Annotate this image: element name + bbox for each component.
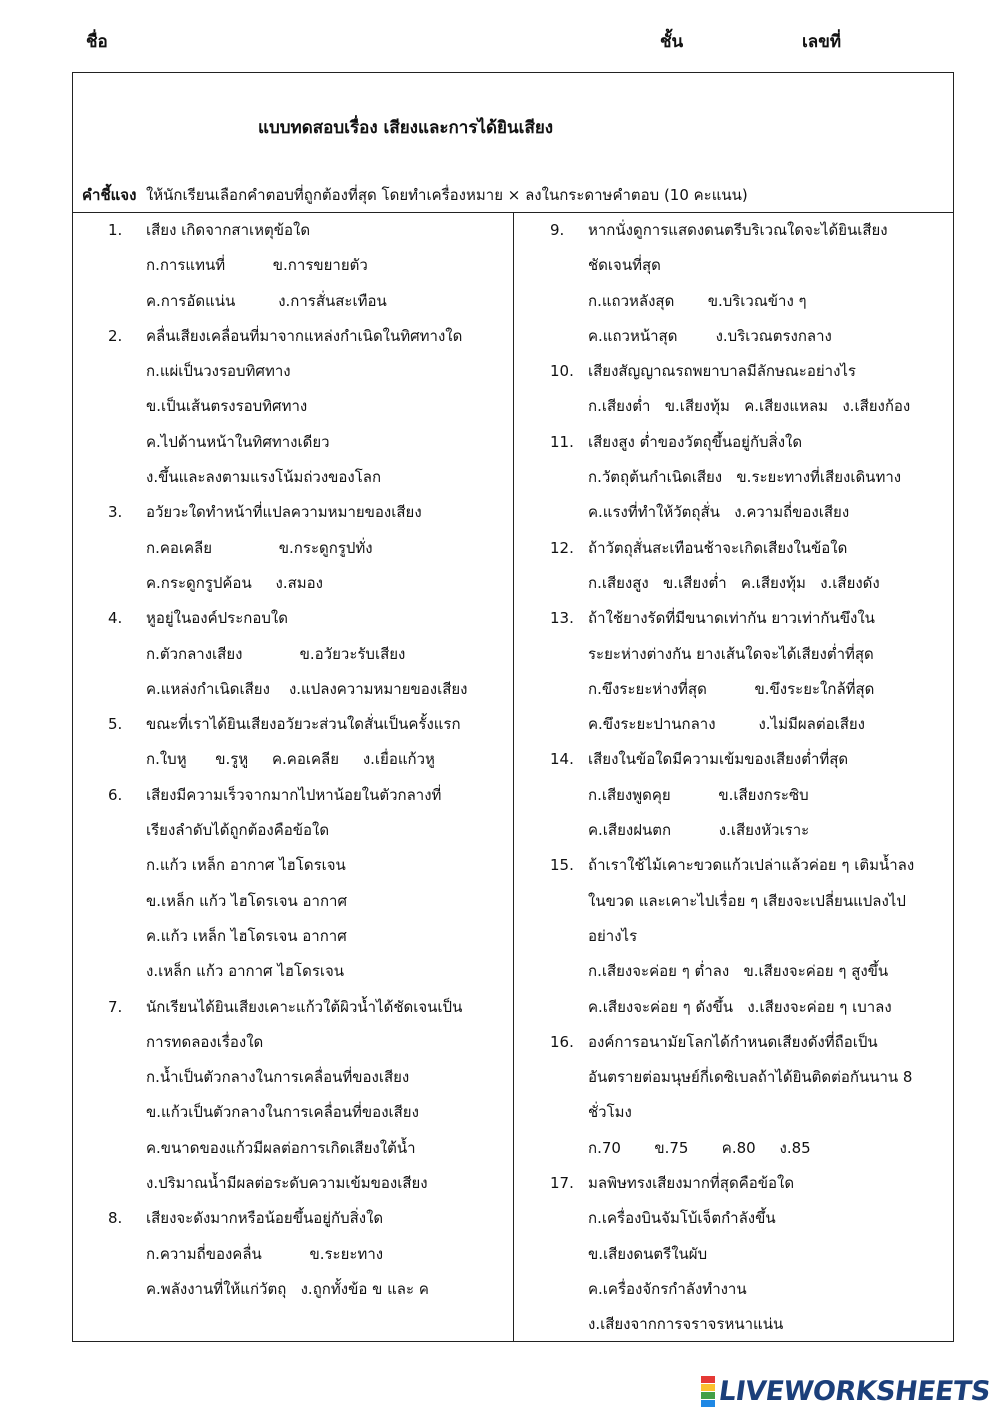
question-number: 13. bbox=[550, 609, 574, 628]
option-text: ก.ใบหู ข.รูหู ค.คอเคลีย ง.เยื่อแก้วหู bbox=[146, 750, 435, 769]
option-text: ชั่วโมง bbox=[588, 1103, 632, 1122]
option-text: ง.ปริมาณน้ำมีผลต่อระดับความเข้มของเสียง bbox=[146, 1174, 428, 1193]
question-line bbox=[108, 322, 508, 357]
option-text: ง.เหล็ก แก้ว อากาศ ไฮโดรเจน bbox=[146, 962, 345, 981]
instructions-label: คำชี้แจง bbox=[82, 186, 137, 204]
question-text: ถ้าใช้ยางรัดที่มีขนาดเท่ากัน ยาวเท่ากันขึงใน bbox=[588, 609, 875, 628]
option-text: ก.ความถี่ของคลื่น ข.ระยะทาง bbox=[146, 1244, 384, 1263]
option-line bbox=[550, 1275, 950, 1310]
option-line bbox=[108, 675, 508, 710]
question-number: 11. bbox=[550, 432, 574, 451]
option-text: ค.เสียงจะค่อย ๆ ดังขึ้น ง.เสียงจะค่อย ๆ เบาลง bbox=[588, 997, 892, 1016]
question-number: 15. bbox=[550, 856, 574, 875]
question-text: ขณะที่เราได้ยินเสียงอวัยวะส่วนใดสั่นเป็นครั้งแรก bbox=[146, 715, 461, 734]
option-text: ก.น้ำเป็นตัวกลางในการเคลื่อนที่ของเสียง bbox=[146, 1068, 410, 1087]
option-line bbox=[108, 922, 508, 957]
question-number: 14. bbox=[550, 750, 574, 769]
question-text: มลพิษทรงเสียงมากที่สุดคือข้อใด bbox=[588, 1174, 795, 1193]
question-line bbox=[108, 498, 508, 533]
option-line bbox=[550, 1134, 950, 1169]
question-number: 6. bbox=[108, 785, 123, 804]
option-text: ค.ไปด้านหน้าในทิศทางเดียว bbox=[146, 432, 330, 451]
option-line bbox=[108, 357, 508, 392]
option-line bbox=[108, 1098, 508, 1133]
option-line bbox=[550, 922, 950, 957]
question-number: 4. bbox=[108, 609, 123, 628]
question-number: 16. bbox=[550, 1032, 574, 1051]
option-text: ง.ขึ้นและลงตามแรงโน้มถ่วงของโลก bbox=[146, 468, 382, 487]
question-text: หูอยู่ในองค์ประกอบใด bbox=[146, 609, 288, 628]
option-text: ก.คอเคลีย ข.กระดูกรูปทั่ง bbox=[146, 538, 373, 557]
option-line bbox=[108, 534, 508, 569]
question-line bbox=[550, 534, 950, 569]
option-text: ก.แก้ว เหล็ก อากาศ ไฮโดรเจน bbox=[146, 856, 346, 875]
option-line bbox=[108, 428, 508, 463]
question-line bbox=[550, 745, 950, 780]
logo-mark-block bbox=[701, 1392, 715, 1399]
number-label: เลขที่ bbox=[802, 32, 842, 52]
question-line bbox=[108, 1204, 508, 1239]
question-line bbox=[108, 216, 508, 251]
class-label: ชั้น bbox=[660, 32, 684, 52]
option-line bbox=[550, 675, 950, 710]
option-text: ก.ขึงระยะห่างที่สุด ข.ขึงระยะใกล้ที่สุด bbox=[588, 679, 875, 698]
name-label: ชื่อ bbox=[86, 32, 108, 52]
option-line bbox=[108, 816, 508, 851]
option-line bbox=[108, 463, 508, 498]
option-text: อันตรายต่อมนุษย์กี่เดซิเบลถ้าได้ยินติดต่อกันนาน 8 bbox=[588, 1068, 913, 1087]
option-text: ค.การอัดแน่น ง.การสั่นสะเทือน bbox=[146, 291, 387, 310]
option-text: ก.เสียงต่ำ ข.เสียงทุ้ม ค.เสียงแหลม ง.เสียงก้อง bbox=[588, 397, 911, 416]
question-text: ถ้าเราใช้ไม้เคาะขวดแก้วเปล่าแล้วค่อย ๆ เติมน้ำลง bbox=[588, 856, 915, 875]
option-line bbox=[550, 498, 950, 533]
option-line bbox=[108, 569, 508, 604]
logo-mark-block bbox=[701, 1384, 715, 1391]
question-text: อวัยวะใดทำหน้าที่แปลความหมายของเสียง bbox=[146, 503, 422, 522]
option-line bbox=[550, 463, 950, 498]
option-line bbox=[108, 887, 508, 922]
question-line bbox=[108, 993, 508, 1028]
question-text: องค์การอนามัยโลกได้กำหนดเสียงดังที่ถือเป็น bbox=[588, 1032, 878, 1051]
question-text: ถ้าวัตถุสั่นสะเทือนช้าจะเกิดเสียงในข้อใด bbox=[588, 538, 848, 557]
logo-mark-block bbox=[701, 1400, 715, 1407]
instructions bbox=[82, 183, 748, 207]
option-line bbox=[108, 957, 508, 992]
option-line bbox=[550, 887, 950, 922]
option-text: ก.เสียงจะค่อย ๆ ต่ำลง ข.เสียงจะค่อย ๆ สูงขึ้น bbox=[588, 962, 889, 981]
option-line bbox=[550, 816, 950, 851]
question-text: เสียงจะดังมากหรือน้อยขึ้นอยู่กับสิ่งใด bbox=[146, 1209, 384, 1228]
option-line bbox=[550, 1310, 950, 1345]
option-line bbox=[550, 993, 950, 1028]
option-line bbox=[550, 1098, 950, 1133]
question-text: เสียงในข้อใดมีความเข้มของเสียงต่ำที่สุด bbox=[588, 750, 849, 769]
option-text: ข.เสียงดนตรีในผับ bbox=[588, 1244, 708, 1263]
question-number: 5. bbox=[108, 715, 123, 734]
question-number: 10. bbox=[550, 362, 574, 381]
option-line bbox=[108, 1063, 508, 1098]
option-line bbox=[550, 1240, 950, 1275]
option-line bbox=[550, 251, 950, 286]
option-line bbox=[108, 392, 508, 427]
option-text: ในขวด และเคาะไปเรื่อย ๆ เสียงจะเปลี่ยนแปลงไป bbox=[588, 891, 906, 910]
option-text: ก.เสียงพูดคุย ข.เสียงกระซิบ bbox=[588, 785, 809, 804]
logo-mark-block bbox=[701, 1376, 715, 1383]
option-text: ก.70 ข.75 ค.80 ง.85 bbox=[588, 1138, 811, 1157]
option-line bbox=[550, 1063, 950, 1098]
option-line bbox=[108, 1028, 508, 1063]
option-text: ค.ขึงระยะปานกลาง ง.ไม่มีผลต่อเสียง bbox=[588, 715, 866, 734]
option-text: ก.เสียงสูง ข.เสียงต่ำ ค.เสียงทุ้ม ง.เสียงดัง bbox=[588, 573, 880, 592]
question-text: หากนั่งดูการแสดงดนตรีบริเวณใดจะได้ยินเสียง bbox=[588, 221, 888, 239]
option-line bbox=[550, 1204, 950, 1239]
question-line bbox=[550, 1169, 950, 1204]
option-text: อย่างไร bbox=[588, 926, 638, 945]
option-line bbox=[108, 851, 508, 886]
question-text: เสียงมีความเร็วจากมากไปหาน้อยในตัวกลางที่ bbox=[146, 785, 442, 804]
left-question-column bbox=[108, 216, 508, 1310]
question-text: คลื่นเสียงเคลื่อนที่มาจากแหล่งกำเนิดในทิศทางใด bbox=[146, 326, 463, 345]
logo-text: LIVEWORKSHEETS bbox=[716, 1375, 993, 1407]
right-question-column bbox=[550, 216, 950, 1346]
question-number: 8. bbox=[108, 1209, 123, 1228]
divider-vertical bbox=[513, 212, 514, 1342]
question-text: เสียงสูง ต่ำของวัตถุขึ้นอยู่กับสิ่งใด bbox=[588, 432, 803, 451]
option-line bbox=[108, 1275, 508, 1310]
option-line bbox=[550, 322, 950, 357]
option-text: ค.เสียงฝนตก ง.เสียงหัวเราะ bbox=[588, 821, 810, 840]
option-text: ก.แถวหลังสุด ข.บริเวณข้าง ๆ bbox=[588, 291, 807, 310]
instructions-text: ให้นักเรียนเลือกคำตอบที่ถูกต้องที่สุด โดยทำเครื่องหมาย × ลงในกระดาษคำตอบ (10 คะแนน) bbox=[145, 186, 748, 204]
option-text: เรียงลำดับได้ถูกต้องคือข้อใด bbox=[146, 821, 330, 840]
option-text: ค.แรงที่ทำให้วัตถุสั่น ง.ความถี่ของเสียง bbox=[588, 503, 850, 522]
question-number: 9. bbox=[550, 221, 565, 239]
worksheet-title: แบบทดสอบเรื่อง เสียงและการได้ยินเสียง bbox=[258, 118, 554, 138]
option-line bbox=[108, 1169, 508, 1204]
logo-mark-icon bbox=[701, 1376, 715, 1407]
question-number: 12. bbox=[550, 538, 574, 557]
question-number: 3. bbox=[108, 503, 123, 522]
option-text: ง.เสียงจากการจราจรหนาแน่น bbox=[588, 1315, 784, 1334]
option-line bbox=[108, 287, 508, 322]
option-text: ระยะห่างต่างกัน ยางเส้นใดจะได้เสียงต่ำที่สุด bbox=[588, 644, 874, 663]
question-text: นักเรียนได้ยินเสียงเคาะแก้วใต้ผิวน้ำได้ชัดเจนเป็น bbox=[146, 997, 463, 1016]
option-line bbox=[108, 251, 508, 286]
question-line bbox=[550, 851, 950, 886]
question-line bbox=[550, 216, 950, 251]
option-text: ข.เหล็ก แก้ว ไฮโดรเจน อากาศ bbox=[146, 891, 347, 910]
question-number: 2. bbox=[108, 326, 123, 345]
option-text: ค.แก้ว เหล็ก ไฮโดรเจน อากาศ bbox=[146, 926, 347, 945]
option-line bbox=[550, 392, 950, 427]
option-text: ข.แก้วเป็นตัวกลางในการเคลื่อนที่ของเสียง bbox=[146, 1103, 419, 1122]
option-line bbox=[550, 781, 950, 816]
option-line bbox=[550, 569, 950, 604]
question-line bbox=[550, 1028, 950, 1063]
question-number: 7. bbox=[108, 997, 123, 1016]
option-text: ก.ตัวกลางเสียง ข.อวัยวะรับเสียง bbox=[146, 644, 406, 663]
option-text: ค.เครื่องจักรกำลังทำงาน bbox=[588, 1279, 747, 1298]
option-text: ค.แถวหน้าสุด ง.บริเวณตรงกลาง bbox=[588, 326, 832, 345]
question-line bbox=[550, 604, 950, 639]
liveworksheets-logo bbox=[701, 1374, 993, 1408]
option-text: ข.เป็นเส้นตรงรอบทิศทาง bbox=[146, 397, 308, 416]
question-number: 17. bbox=[550, 1174, 574, 1193]
option-line bbox=[108, 1134, 508, 1169]
question-line bbox=[550, 357, 950, 392]
option-text: ชัดเจนที่สุด bbox=[588, 256, 661, 275]
option-line bbox=[550, 710, 950, 745]
question-line bbox=[108, 781, 508, 816]
question-line bbox=[550, 428, 950, 463]
option-line bbox=[108, 1240, 508, 1275]
option-text: ก.วัตถุต้นกำเนิดเสียง ข.ระยะทางที่เสียงเดินทาง bbox=[588, 468, 902, 487]
question-number: 1. bbox=[108, 221, 123, 239]
option-text: ก.แผ่เป็นวงรอบทิศทาง bbox=[146, 362, 291, 381]
question-line bbox=[108, 710, 508, 745]
option-text: ค.กระดูกรูปค้อน ง.สมอง bbox=[146, 573, 324, 592]
option-text: ก.การแทนที่ ข.การขยายตัว bbox=[146, 256, 368, 275]
question-text: เสียงสัญญาณรถพยาบาลมีลักษณะอย่างไร bbox=[588, 362, 856, 381]
option-text: ค.ขนาดของแก้วมีผลต่อการเกิดเสียงใต้น้ำ bbox=[146, 1138, 416, 1157]
option-text: ก.เครื่องบินจัมโบ้เจ็ตกำลังขึ้น bbox=[588, 1209, 776, 1228]
question-line bbox=[108, 604, 508, 639]
option-text: การทดลองเรื่องใด bbox=[146, 1032, 264, 1051]
option-line bbox=[108, 745, 508, 780]
option-line bbox=[550, 640, 950, 675]
option-line bbox=[550, 957, 950, 992]
question-text: เสียง เกิดจากสาเหตุข้อใด bbox=[146, 221, 311, 239]
option-text: ค.พลังงานที่ให้แก่วัตถุ ง.ถูกทั้งข้อ ข และ ค bbox=[146, 1279, 429, 1298]
option-line bbox=[108, 640, 508, 675]
option-text: ค.แหล่งกำเนิดเสียง ง.แปลงความหมายของเสียง bbox=[146, 679, 468, 698]
option-line bbox=[550, 287, 950, 322]
